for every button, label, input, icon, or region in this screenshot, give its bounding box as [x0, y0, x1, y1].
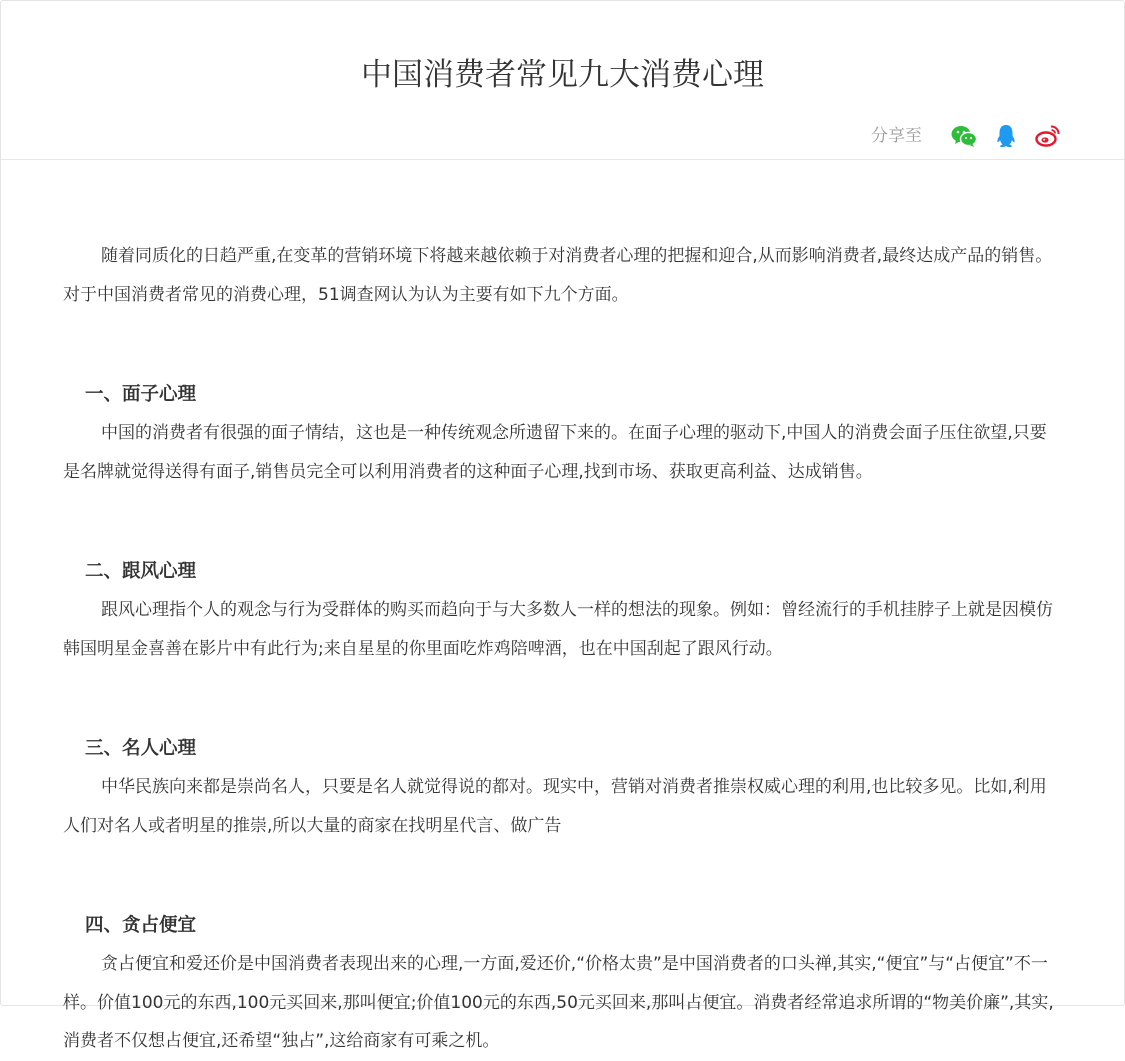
- section-paragraph: 贪占便宜和爱还价是中国消费者表现出来的心理,一方面,爱还价,“价格太贵”是中国消费者的口头禅,其实,“便宜”与“占便宜”不一样。价值100元的东西,100元买回来,那叫便宜;价值100元的东西,50元买回来,那叫占便宜。消费者经常追求所谓的“物美价廉”,其实,消费者不仅想占便宜,还希望“独占”,这给商家有可乘之机。: [63, 954, 1054, 1051]
- section-heading: 二、跟风心理: [85, 561, 197, 582]
- weibo-icon[interactable]: [1034, 122, 1062, 150]
- article-title: 中国消费者常见九大消费心理: [361, 57, 764, 93]
- share-label: 分享至: [871, 126, 922, 146]
- article-header: [1, 1, 1124, 160]
- qq-icon[interactable]: [992, 122, 1020, 150]
- section-paragraph: 中华民族向来都是崇尚名人，只要是名人就觉得说的都对。现实中，营销对消费者推崇权威心理的利用,也比较多见。比如,利用人们对名人或者明星的推崇,所以大量的商家在找明星代言、做广告: [63, 777, 1047, 836]
- article-body: [63, 237, 1063, 1061]
- section-heading: 三、名人心理: [85, 738, 197, 759]
- section-heading: 四、贪占便宜: [85, 915, 197, 936]
- share-bar: [871, 121, 1062, 151]
- wechat-icon[interactable]: [950, 122, 978, 150]
- section-paragraph: 中国的消费者有很强的面子情结，这也是一种传统观念所遗留下来的。在面子心理的驱动下,中国人的消费会面子压住欲望,只要是名牌就觉得送得有面子,销售员完全可以利用消费者的这种面子心理,找到市场、获取更高利益、达成销售。: [63, 423, 1047, 482]
- section-heading: 一、面子心理: [85, 384, 197, 405]
- section-paragraph: 跟风心理指个人的观念与行为受群体的购买而趋向于与大多数人一样的想法的现象。例如：曾经流行的手机挂脖子上就是因模仿韩国明星金喜善在影片中有此行为;来自星星的你里面吃炸鸡陪啤酒，也在中国刮起了跟风行动。: [63, 600, 1053, 659]
- intro-paragraph: 随着同质化的日趋严重,在变革的营销环境下将越来越依赖于对消费者心理的把握和迎合,从而影响消费者,最终达成产品的销售。对于中国消费者常见的消费心理，51调查网认为认为主要有如下九个方面。: [63, 246, 1053, 305]
